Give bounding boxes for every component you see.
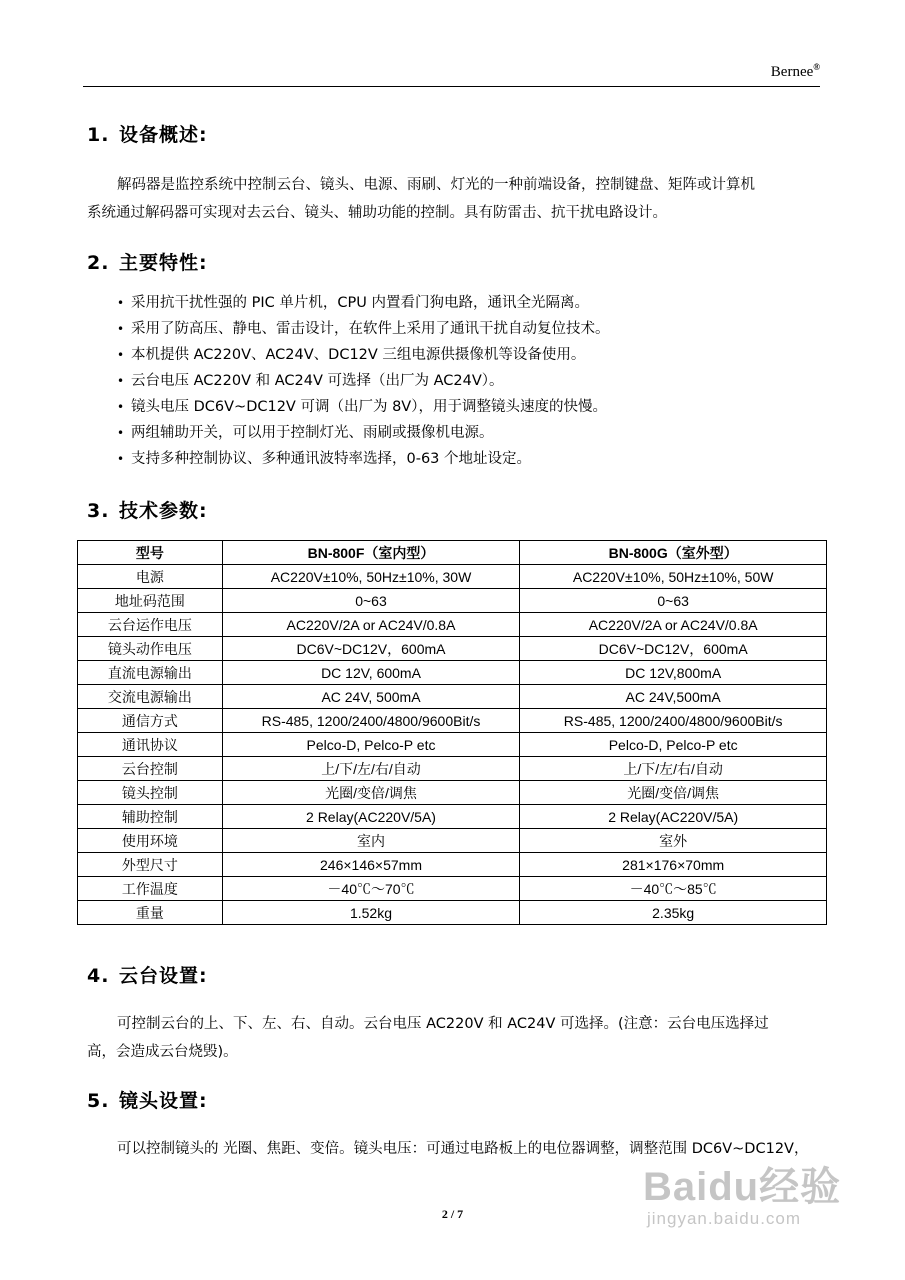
table-cell-value: 1.52kg (222, 901, 520, 925)
table-header-row (78, 541, 827, 565)
table-cell-value: DC6V~DC12V，600mA (222, 637, 520, 661)
watermark-url: jingyan.baidu.com (647, 1209, 802, 1228)
table-cell-value: DC 12V, 600mA (222, 661, 520, 685)
table-cell-param: 外型尺寸 (78, 853, 223, 877)
table-row (78, 685, 827, 709)
table-cell-value: RS-485, 1200/2400/4800/9600Bit/s (520, 709, 827, 733)
table-row (78, 709, 827, 733)
table-row (78, 781, 827, 805)
table-row (78, 829, 827, 853)
ptz-setting-paragraph (87, 1010, 827, 1066)
table-cell-value: 246×146×57mm (222, 853, 520, 877)
ptz-line-1: 可控制云台的上、下、左、右、自动。云台电压 AC220V 和 AC24V 可选择。(注意：云台电压选择过 (117, 1016, 769, 1032)
table-cell-value: AC220V±10%, 50Hz±10%, 30W (222, 565, 520, 589)
table-cell-value: 0~63 (520, 589, 827, 613)
lens-line-1: 可以控制镜头的 光圈、焦距、变倍。镜头电压：可通过电路板上的电位器调整，调整范围 DC6V~DC12V， (117, 1141, 809, 1157)
table-row (78, 805, 827, 829)
overview-line-2: 系统通过解码器可实现对去云台、镜头、辅助功能的控制。具有防雷击、抗干扰电路设计。 (87, 205, 667, 221)
table-row (78, 589, 827, 613)
table-row (78, 565, 827, 589)
table-cell-value: AC220V±10%, 50Hz±10%, 50W (520, 565, 827, 589)
table-cell-param: 镜头控制 (78, 781, 223, 805)
header-bn-800g: BN-800G（室外型） (520, 541, 827, 565)
table-cell-value: AC 24V,500mA (520, 685, 827, 709)
table-cell-value: AC 24V, 500mA (222, 685, 520, 709)
section-4-heading: 4. 云台设置: (87, 965, 208, 987)
header-model: 型号 (78, 541, 223, 565)
table-cell-param: 云台运作电压 (78, 613, 223, 637)
table-row (78, 733, 827, 757)
table-cell-param: 镜头动作电压 (78, 637, 223, 661)
table-row (78, 661, 827, 685)
page-number: 2 / 7 (441, 1207, 464, 1221)
table-row (78, 757, 827, 781)
ptz-line-2: 高，会造成云台烧毁)。 (87, 1044, 238, 1060)
table-cell-param: 直流电源输出 (78, 661, 223, 685)
table-row (78, 853, 827, 877)
table-cell-param: 工作温度 (78, 877, 223, 901)
table-cell-param: 地址码范围 (78, 589, 223, 613)
section-1-heading: 1. 设备概述: (87, 124, 208, 146)
section-2-heading: 2. 主要特性: (87, 252, 208, 274)
table-cell-param: 使用环境 (78, 829, 223, 853)
list-item: • 支持多种控制协议、多种通讯波特率选择，0-63 个地址设定。 (117, 451, 532, 467)
table-row (78, 877, 827, 901)
baidu-watermark (643, 1165, 853, 1241)
table-cell-value: －40℃～70℃ (222, 877, 520, 901)
table-cell-value: 光圈/变倍/调焦 (222, 781, 520, 805)
table-cell-value: －40℃～85℃ (520, 877, 827, 901)
table-cell-value: AC220V/2A or AC24V/0.8A (520, 613, 827, 637)
table-cell-param: 电源 (78, 565, 223, 589)
list-item: • 采用了防高压、静电、雷击设计，在软件上采用了通讯干扰自动复位技术。 (117, 321, 610, 337)
table-row (78, 637, 827, 661)
table-cell-param: 云台控制 (78, 757, 223, 781)
list-item: • 本机提供 AC220V、AC24V、DC12V 三组电源供摄像机等设备使用。 (117, 347, 586, 363)
table-cell-value: 0~63 (222, 589, 520, 613)
table-cell-value: RS-485, 1200/2400/4800/9600Bit/s (222, 709, 520, 733)
table-cell-param: 辅助控制 (78, 805, 223, 829)
list-item: • 采用抗干扰性强的 PIC 单片机，CPU 内置看门狗电路，通讯全光隔离。 (117, 295, 589, 311)
overview-paragraph (87, 171, 827, 227)
table-row (78, 613, 827, 637)
feature-list (87, 290, 827, 472)
section-5-heading: 5. 镜头设置: (87, 1090, 208, 1112)
table-cell-param: 通信方式 (78, 709, 223, 733)
table-cell-value: AC220V/2A or AC24V/0.8A (222, 613, 520, 637)
table-cell-value: 2.35kg (520, 901, 827, 925)
list-item: • 镜头电压 DC6V~DC12V 可调（出厂为 8V），用于调整镜头速度的快慢。 (117, 399, 607, 415)
section-3-heading: 3. 技术参数: (87, 500, 208, 522)
page-header (83, 58, 820, 87)
table-cell-value: 光圈/变倍/调焦 (520, 781, 827, 805)
brand-name: Bernee® (770, 62, 820, 80)
table-row (78, 901, 827, 925)
list-item: • 云台电压 AC220V 和 AC24V 可选择（出厂为 AC24V）。 (117, 373, 504, 389)
table-cell-value: 室外 (520, 829, 827, 853)
spec-table (77, 540, 827, 925)
list-item: • 两组辅助开关，可以用于控制灯光、雨刷或摄像机电源。 (117, 425, 494, 441)
table-cell-param: 通讯协议 (78, 733, 223, 757)
table-cell-value: 上/下/左/右/自动 (520, 757, 827, 781)
table-cell-value: 281×176×70mm (520, 853, 827, 877)
table-cell-value: DC 12V,800mA (520, 661, 827, 685)
header-bn-800f: BN-800F（室内型） (222, 541, 520, 565)
table-cell-value: 2 Relay(AC220V/5A) (520, 805, 827, 829)
table-cell-param: 重量 (78, 901, 223, 925)
watermark-logo: Baidu经验 (643, 1165, 842, 1209)
table-cell-value: 2 Relay(AC220V/5A) (222, 805, 520, 829)
table-cell-value: Pelco-D, Pelco-P etc (520, 733, 827, 757)
lens-setting-paragraph (87, 1135, 827, 1163)
table-cell-value: 上/下/左/右/自动 (222, 757, 520, 781)
table-cell-value: Pelco-D, Pelco-P etc (222, 733, 520, 757)
table-cell-value: DC6V~DC12V，600mA (520, 637, 827, 661)
table-cell-value: 室内 (222, 829, 520, 853)
table-cell-param: 交流电源输出 (78, 685, 223, 709)
overview-line-1: 解码器是监控系统中控制云台、镜头、电源、雨刷、灯光的一种前端设备，控制键盘、矩阵或计算机 (117, 177, 755, 193)
